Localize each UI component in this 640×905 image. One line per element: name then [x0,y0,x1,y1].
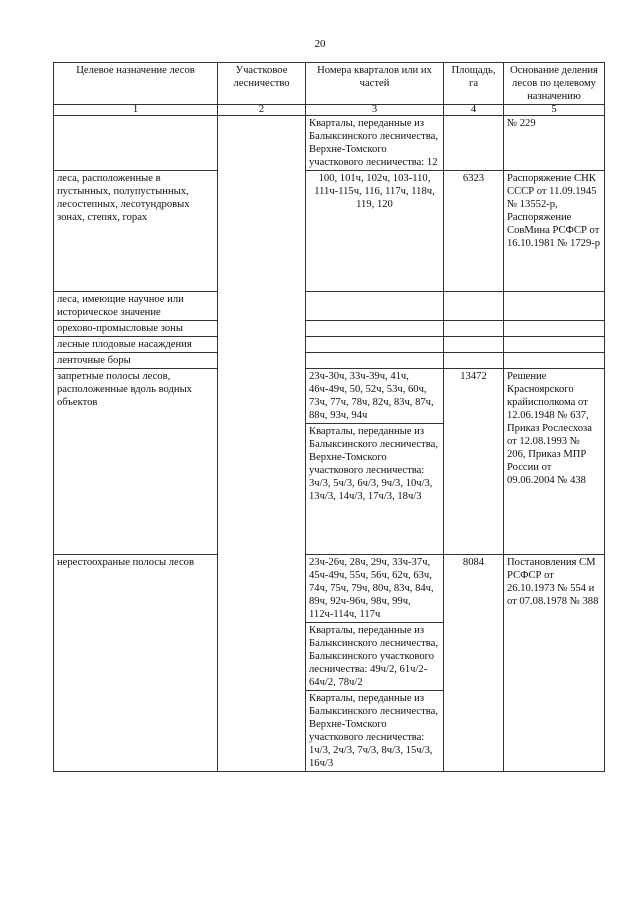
column-number: 1 [54,105,218,116]
header-basis: Основание деления лесов по целевому назначению [504,63,605,105]
area-cell: 8084 [444,555,504,772]
table-row [54,353,605,369]
purpose-cell: нерестоохраные полосы лесов [54,555,218,772]
area-cell: 6323 [444,171,504,292]
purpose-cell: ленточные боры [54,353,218,369]
table-row [54,321,605,337]
basis-cell: Постановления СМ РСФСР от 26.10.1973 № 554 и от 07.08.1978 № 388 [504,555,605,772]
table-row [54,337,605,353]
header-area: Площадь, га [444,63,504,105]
basis-cell: Распоряжение СНК СССР от 11.09.1945 № 13552-р, Распоряжение СовМина РСФСР от 16.10.1981 № 1729-р [504,171,605,292]
quarters-cell: 23ч-26ч, 28ч, 29ч, 33ч-37ч, 45ч-49ч, 55ч, 56ч, 62ч, 63ч, 74ч, 75ч, 79ч, 80ч, 83ч, 84ч, 89ч, 92ч-96ч, 98ч, 99ч, 112ч-114ч, 117ч [306,555,444,623]
forest-purpose-table [53,62,605,772]
area-cell [444,337,504,353]
purpose-cell: запретные полосы лесов, расположенные вдоль водных объектов [54,369,218,555]
quarters-cell: 23ч-30ч, 33ч-39ч, 41ч, 46ч-49ч, 50, 52ч, 53ч, 60ч, 73ч, 77ч, 78ч, 82ч, 83ч, 87ч, 88ч, 93ч, 94ч [306,369,444,424]
quarters-cell: Кварталы, переданные из Балыксинского лесничества, Верхне-Томского участкового лесничества: 1ч/3, 2ч/3, 7ч/3, 8ч/3, 15ч/3, 16ч/3 [306,691,444,772]
table-row [54,369,605,424]
quarters-cell: 100, 101ч, 102ч, 103-110, 111ч-115ч, 116, 117ч, 118ч, 119, 120 [306,171,444,292]
header-quarters: Номера кварталов или их частей [306,63,444,105]
header-purpose: Целевое назначение лесов [54,63,218,105]
quarters-cell [306,337,444,353]
area-cell [444,116,504,171]
table-row [54,555,605,623]
purpose-cell: леса, имеющие научное или историческое значение [54,292,218,321]
area-cell: 13472 [444,369,504,555]
table-row [54,116,605,171]
column-number: 3 [306,105,444,116]
quarters-cell [306,292,444,321]
purpose-cell [54,116,218,171]
basis-cell [504,321,605,337]
basis-cell: № 229 [504,116,605,171]
purpose-cell: леса, расположенные в пустынных, полупустынных, лесостепных, лесотундровых зонах, степях, горах [54,171,218,292]
table-header-row [54,63,605,105]
area-cell [444,292,504,321]
page-number: 20 [314,38,326,50]
table-row [54,171,605,292]
quarters-cell [306,321,444,337]
quarters-cell [306,353,444,369]
basis-cell: Решение Красноярского крайисполкома от 12.06.1948 № 637, Приказ Рослесхоза от 12.08.1993 № 206, Приказ МПР России от 09.06.2004 № 438 [504,369,605,555]
header-district: Участковое лесничество [218,63,306,105]
column-number: 5 [504,105,605,116]
area-cell [444,321,504,337]
basis-cell [504,292,605,321]
purpose-cell: орехово-промысловые зоны [54,321,218,337]
basis-cell [504,353,605,369]
purpose-cell: лесные плодовые насаждения [54,337,218,353]
column-number: 2 [218,105,306,116]
column-number: 4 [444,105,504,116]
quarters-cell: Кварталы, переданные из Балыксинского лесничества, Верхне-Томского участкового лесничества: 12 [306,116,444,171]
quarters-cell: Кварталы, переданные из Балыксинского лесничества, Балыксинского участкового лесничества: 49ч/2, 61ч/2-64ч/2, 78ч/2 [306,623,444,691]
district-cell [218,116,306,772]
table-row [54,292,605,321]
column-number-row [54,105,605,116]
area-cell [444,353,504,369]
basis-cell [504,337,605,353]
quarters-cell: Кварталы, переданные из Балыксинского лесничества, Верхне-Томского участкового лесничества: 3ч/3, 5ч/3, 6ч/3, 9ч/3, 10ч/3, 13ч/3, 14ч/3, 17ч/3, 18ч/3 [306,424,444,555]
